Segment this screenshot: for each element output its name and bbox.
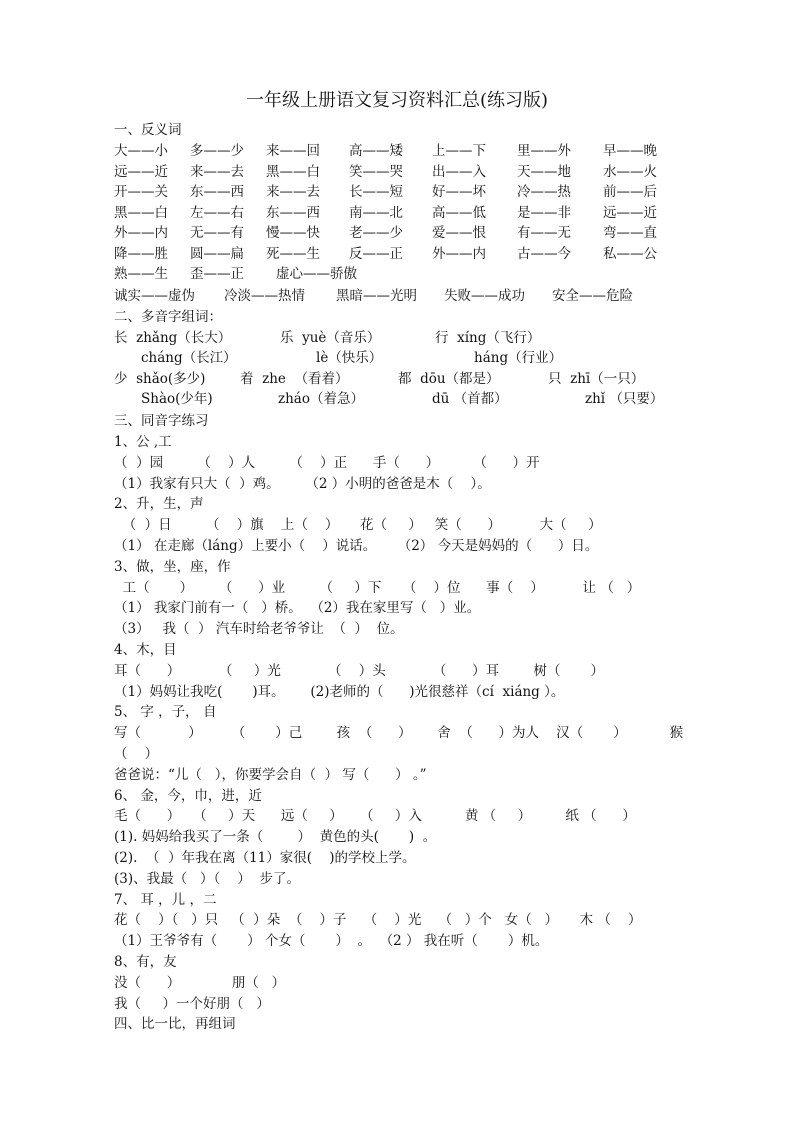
antonym-pair: 慢——快 — [266, 225, 320, 241]
exercise-line: （ ）日 （ ）旗 上（ ） 花（ ） 笑（ ） 大（ ） — [114, 517, 602, 534]
antonym-pair: 来——回 — [266, 143, 320, 159]
antonym-pair: 开——关 — [114, 184, 168, 200]
antonym-pair: 里——外 — [517, 143, 571, 159]
antonym-pair: 虚心——骄傲 — [276, 266, 357, 282]
exercise-line: 2、升，生，声 — [114, 496, 204, 513]
antonym-pair: 左——右 — [190, 204, 244, 221]
exercise-line: （1）我家有只大（ ）鸡。 （2 ）小明的爸爸是木（ ）。 — [114, 475, 491, 492]
exercise-line: 写（ ） （ ）己 孩 （ ） 舍 （ ）为人 汉（ ） 猴 — [114, 725, 684, 742]
exercise-line: 5、 字 ，子， 自 — [114, 704, 217, 721]
antonym-pair: 长——短 — [349, 184, 403, 200]
section-heading-antonyms: 一、反义词 — [114, 122, 182, 138]
exercise-line: 没（ ） 朋（ ） — [114, 974, 286, 991]
polyphone-entry: 行 xíng（飞行） — [435, 330, 541, 346]
exercise-line: 8、有，友 — [114, 954, 177, 970]
antonym-pair: 冷淡——热情 — [224, 288, 305, 304]
exercise-line: 耳（ ） （ ）光 （ ）头 （ ）耳 树（ ） — [114, 662, 605, 679]
antonym-pair: 外——内 — [432, 245, 486, 262]
exercise-line: （ ） — [114, 746, 159, 762]
exercise-line: (2). （ ）年我在离（11）家很( )的学校上学。 — [114, 850, 416, 866]
antonym-pair: 远——近 — [114, 163, 168, 180]
antonym-pair: 来——去 — [190, 163, 244, 180]
antonym-pair: 天——地 — [517, 163, 571, 180]
polyphone-entry: zháo（着急） — [278, 391, 364, 407]
polyphone-entry: 只 zhī（一只） — [548, 371, 645, 387]
exercise-line: 毛（ ） （ ）天 远（ ） （ ）入 黄 （ ） 纸 （ ） — [114, 808, 636, 825]
polyphone-entry: háng（行业） — [474, 350, 563, 366]
exercise-line: 四、比一比，再组词 — [114, 1016, 236, 1033]
antonym-pair: 外——内 — [114, 225, 168, 241]
antonym-pair: 老——少 — [349, 225, 403, 241]
polyphone-entry: 乐 yuè（音乐） — [280, 330, 381, 346]
polyphone-entry: 着 zhe （看着） — [240, 371, 349, 387]
antonym-pair: 安全——危险 — [552, 288, 633, 304]
antonym-pair: 上——下 — [432, 143, 486, 159]
exercise-line: 爸爸说：“儿（ ），你要学会自（ ） 写（ ） 。” — [114, 766, 427, 783]
antonym-pair: 好——坏 — [432, 184, 486, 200]
polyphone-entry: 长 zhǎng（长大） — [114, 330, 232, 346]
polyphone-entry: Shào(少年) — [141, 391, 213, 407]
antonym-pair: 无——有 — [190, 225, 244, 241]
antonym-pair: 古——今 — [517, 245, 571, 262]
antonym-pair: 出——入 — [432, 163, 486, 180]
antonym-pair: 远——近 — [603, 204, 657, 221]
antonym-pair: 多——少 — [190, 143, 244, 159]
antonym-pair: 歪——正 — [190, 266, 244, 282]
polyphone-entry: 少 shǎo(多少) — [114, 371, 206, 387]
exercise-line: (3)、我最（ ）（ ） 步了。 — [114, 870, 300, 887]
antonym-pair: 降——胜 — [114, 245, 168, 262]
exercise-line: 1、公 ,工 — [114, 434, 172, 450]
antonym-pair: 私——公 — [603, 245, 657, 262]
exercise-line: （3） 我（ ） 汽车时给老爷爷让 （ ） 位。 — [114, 621, 404, 638]
antonym-pair: 高——低 — [432, 204, 486, 221]
antonym-pair: 失败——成功 — [444, 288, 525, 304]
exercise-line: （1）王爷爷有（ ） 个女（ ） 。 （2 ） 我在听（ ）机。 — [114, 933, 549, 950]
antonym-pair: 黑——白 — [114, 204, 168, 221]
antonym-pair: 黑——白 — [266, 163, 320, 180]
exercise-line: 4、木，目 — [114, 642, 177, 658]
polyphone-entry: dū （首都） — [432, 391, 508, 407]
antonym-pair: 东——西 — [266, 204, 320, 221]
antonym-pair: 来——去 — [266, 184, 320, 200]
section-heading-homophones: 三、同音字练习 — [114, 413, 209, 429]
exercise-line: （ ）园 （ ）人 （ ）正 手（ ） （ ）开 — [114, 454, 540, 471]
antonym-pair: 是——非 — [517, 204, 571, 221]
antonym-pair: 弯——直 — [603, 225, 657, 241]
exercise-line: 3、做，坐，座，作 — [114, 558, 231, 575]
antonym-pair: 熟——生 — [114, 266, 168, 282]
exercise-line: 花（ ）（ ）只 （ ）朵 （ ）子 （ ）光 （ ）个 女（ ） 木 （ ） — [114, 912, 642, 929]
antonym-pair: 南——北 — [349, 204, 403, 221]
antonym-pair: 冷——热 — [517, 184, 571, 200]
antonym-pair: 东——西 — [190, 184, 244, 200]
antonym-pair: 圆——扁 — [190, 245, 244, 262]
page-title: 一年级上册语文复习资料汇总(练习版) — [245, 90, 549, 111]
antonym-pair: 有——无 — [517, 225, 571, 241]
exercise-line: (1). 妈妈给我买了一条（ ） 黄色的头( ) 。 — [114, 829, 437, 846]
antonym-pair: 死——生 — [266, 245, 320, 262]
antonym-pair: 爱——恨 — [432, 225, 486, 241]
exercise-line: （1） 我家门前有一（ ）桥。 （2）我在家里写（ ）业。 — [114, 600, 481, 617]
antonym-pair: 诚实——虚伪 — [114, 288, 195, 304]
exercise-line: 我（ ）一个好朋（ ） — [114, 995, 270, 1012]
polyphone-entry: zhǐ （只要） — [585, 391, 664, 407]
polyphone-entry: lè（快乐） — [316, 350, 383, 366]
exercise-line: （1）妈妈让我吃( )耳。 (2)老师的（ )光很慈祥（cí xiáng ）。 — [114, 683, 565, 700]
antonym-pair: 前——后 — [603, 184, 657, 200]
antonym-pair: 黑暗——光明 — [336, 288, 417, 304]
exercise-line: 6、 金，今，巾，进，近 — [114, 787, 262, 804]
polyphone-entry: cháng（长江） — [141, 350, 237, 366]
exercise-line: （1） 在走廊（láng）上要小（ ）说话。 （2） 今天是妈妈的（ ）日。 — [114, 538, 599, 554]
antonym-pair: 笑——哭 — [349, 163, 403, 180]
antonym-pair: 早——晚 — [603, 143, 657, 159]
antonym-pair: 反——正 — [349, 245, 403, 262]
polyphone-entry: 都 dōu（都是） — [398, 371, 500, 387]
section-heading-polyphones: 二、多音字组词： — [114, 309, 222, 325]
antonym-pair: 高——矮 — [349, 143, 403, 159]
exercise-line: 7、 耳 ，儿 ，二 — [114, 891, 217, 908]
antonym-pair: 水——火 — [603, 163, 657, 180]
antonym-pair: 大——小 — [114, 143, 168, 159]
exercise-line: 工（ ） （ ）业 （ ）下 （ ）位 事（ ） 让 （ ） — [114, 579, 641, 596]
